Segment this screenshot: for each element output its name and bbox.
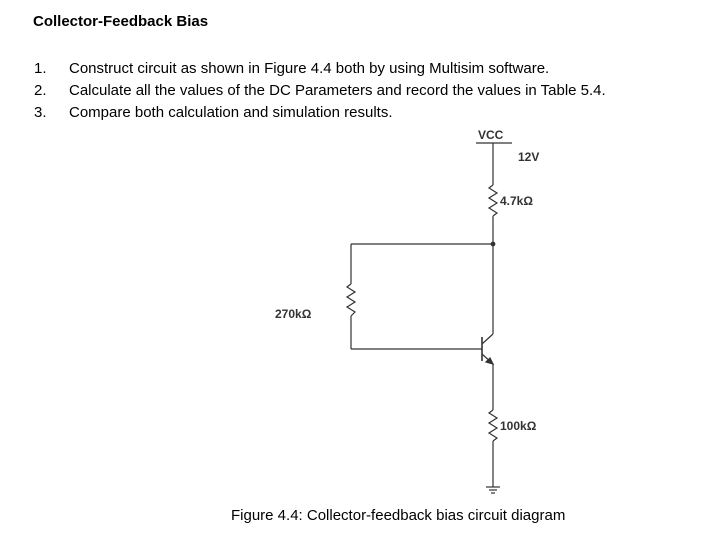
step-number: 1. xyxy=(34,60,47,77)
section-title: Collector-Feedback Bias xyxy=(33,13,209,30)
figure-caption: Figure 4.4: Collector-feedback bias circuit diagram xyxy=(231,507,566,524)
emitter-resistor xyxy=(489,410,497,441)
emitter-resistor-label: 100kΩ xyxy=(500,419,537,433)
step-text: Calculate all the values of the DC Parameters and record the values in Table 5.4. xyxy=(69,82,606,99)
step-text: Construct circuit as shown in Figure 4.4 both by using Multisim software. xyxy=(69,60,550,77)
vcc-voltage-label: 12V xyxy=(518,150,540,164)
npn-transistor xyxy=(482,334,493,364)
ground-icon xyxy=(486,487,500,493)
base-resistor-label: 270kΩ xyxy=(275,307,312,321)
step-number: 3. xyxy=(34,104,47,121)
step-text: Compare both calculation and simulation results. xyxy=(69,104,393,121)
collector-resistor-label: 4.7kΩ xyxy=(500,194,533,208)
transistor-collector-lead xyxy=(482,334,493,344)
base-resistor xyxy=(347,284,355,316)
collector-resistor xyxy=(489,185,497,216)
vcc-label: VCC xyxy=(478,128,504,142)
step-number: 2. xyxy=(34,82,47,99)
